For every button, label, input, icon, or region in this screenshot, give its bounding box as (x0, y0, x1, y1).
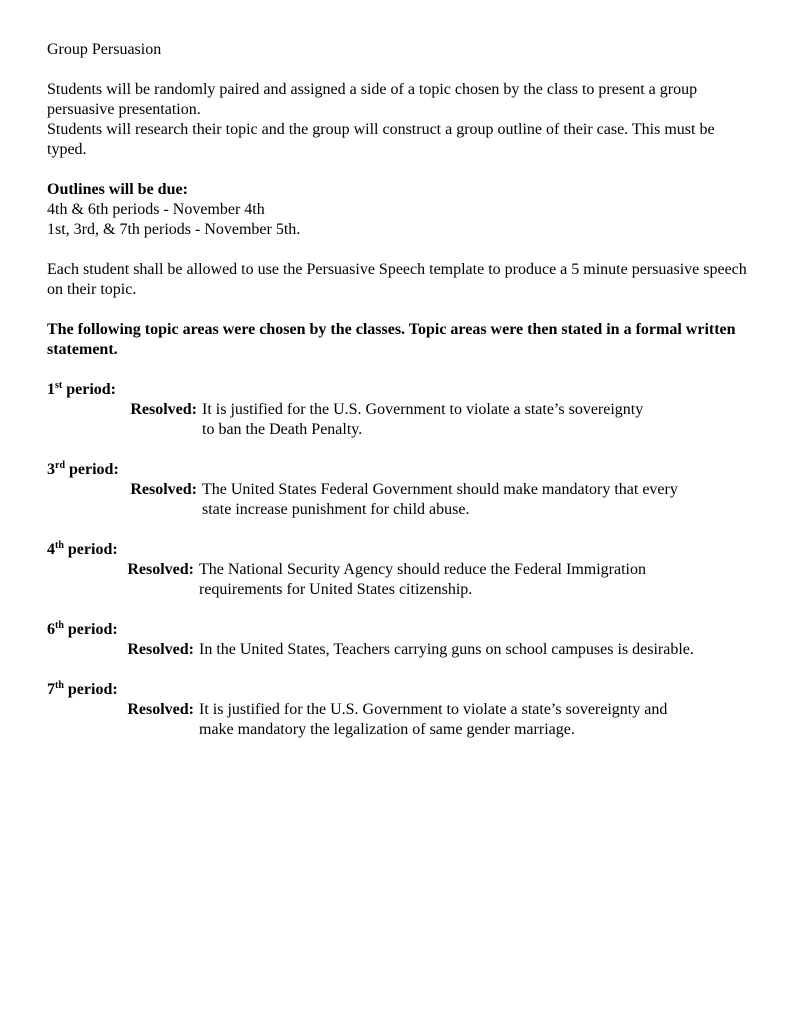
resolved-text-line-2: state increase punishment for child abuse. (202, 501, 470, 518)
topics-heading: The following topic areas were chosen by the classes. Topic areas were then stated in a formal written statement. (47, 321, 736, 358)
period-heading: 4th period: (47, 540, 118, 558)
period-section (47, 380, 757, 440)
period-heading: 1st period: (47, 380, 117, 398)
period-section (47, 540, 757, 600)
outlines-heading: Outlines will be due: (47, 181, 188, 198)
period-heading: 7th period: (47, 680, 118, 698)
period-heading: 6th period: (47, 620, 118, 638)
resolved-text-line-1: It is justified for the U.S. Government to violate a state’s sovereignty and (199, 701, 668, 718)
resolved-text-line-1: The National Security Agency should reduce the Federal Immigration (199, 561, 646, 578)
period-section (47, 620, 757, 660)
speech-paragraph: Each student shall be allowed to use the Persuasive Speech template to produce a 5 minute persuasive speech on their topic. (47, 261, 747, 298)
resolved-label: Resolved: (127, 561, 194, 578)
period-heading: 3rd period: (47, 460, 119, 478)
resolved-label: Resolved: (130, 401, 197, 418)
outline-due-line-1: 4th & 6th periods - November 4th (47, 201, 265, 218)
resolved-text-line-2: requirements for United States citizenship. (199, 581, 473, 598)
resolved-statement (47, 480, 757, 520)
outline-due-line-2: 1st, 3rd, & 7th periods - November 5th. (47, 221, 301, 238)
resolved-statement (47, 400, 757, 440)
resolved-label: Resolved: (127, 641, 194, 658)
resolved-statement (47, 700, 757, 740)
resolved-text-line-1: The United States Federal Government should make mandatory that every (202, 481, 678, 498)
resolved-label: Resolved: (127, 701, 194, 718)
resolved-text-line-2: to ban the Death Penalty. (202, 421, 363, 438)
period-section (47, 680, 757, 740)
period-section (47, 460, 757, 520)
resolved-statement (47, 560, 757, 600)
resolved-text-line-2: make mandatory the legalization of same gender marriage. (199, 721, 575, 738)
intro-paragraph-1: Students will be randomly paired and assigned a side of a topic chosen by the class to present a group persuasive presentation. (47, 81, 698, 118)
intro-paragraph-2: Students will research their topic and the group will construct a group outline of their case. This must be typed. (47, 121, 715, 158)
resolved-label: Resolved: (130, 481, 197, 498)
resolved-statement (47, 640, 757, 660)
document-title: Group Persuasion (47, 41, 162, 58)
document-page (47, 40, 757, 740)
resolved-text-line-1: It is justified for the U.S. Government to violate a state’s sovereignty (202, 401, 644, 418)
resolved-text-line-1: In the United States, Teachers carrying guns on school campuses is desirable. (199, 641, 694, 658)
